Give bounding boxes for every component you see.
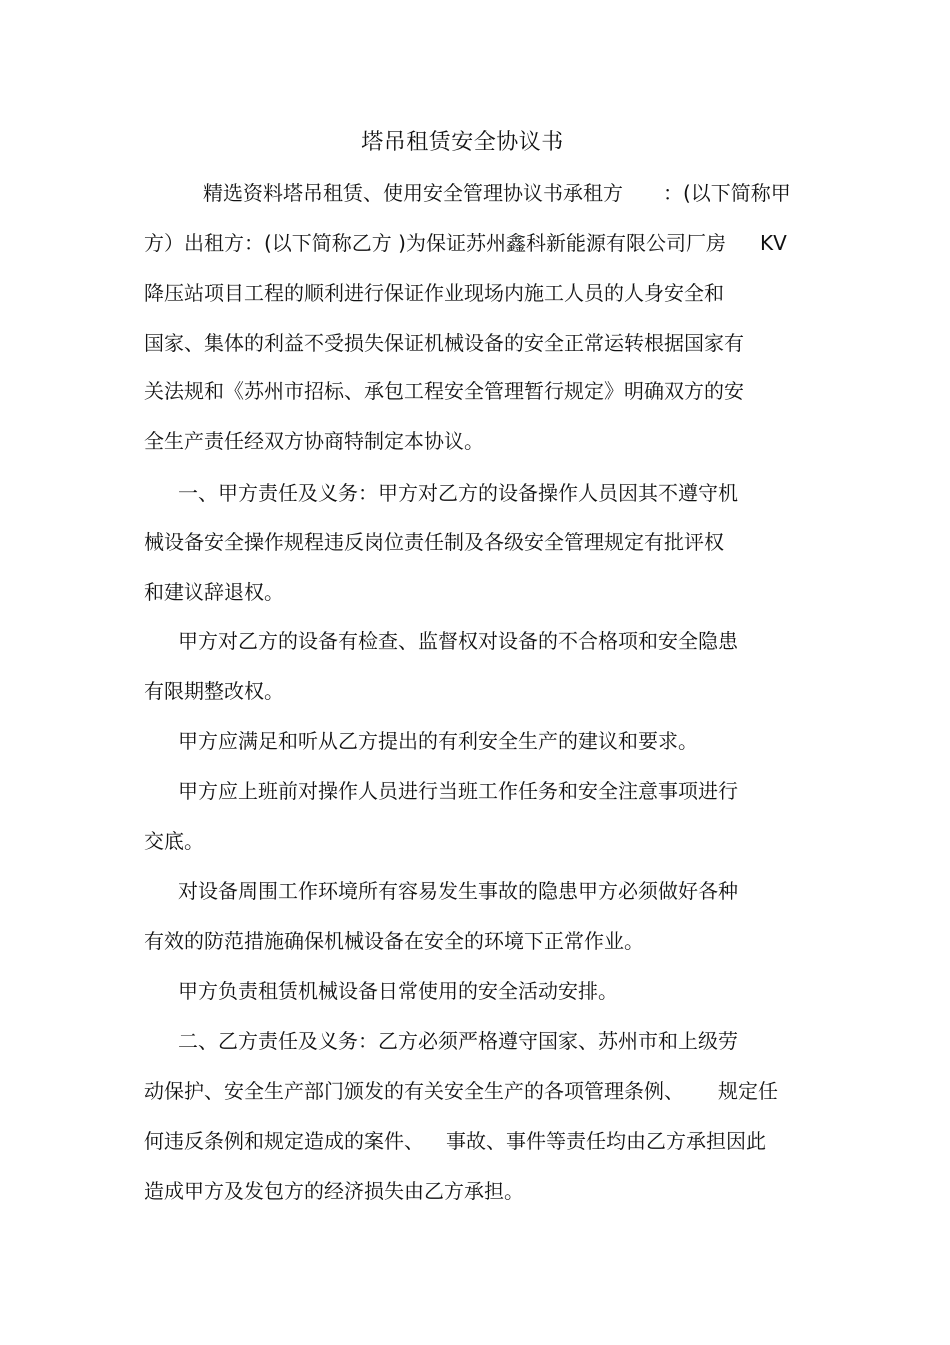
document-title: 塔吊租赁安全协议书 [361,130,564,155]
text-segment: 何违反条例和规定造成的案件、 [144,1129,424,1153]
paragraph-line: 械设备安全操作规程违反岗位责任制及各级安全管理规定有批评权 [144,530,724,554]
paragraph-line: 甲方负责租赁机械设备日常使用的安全活动安排。 [178,979,618,1003]
paragraph-line: 降压站项目工程的顺利进行保证作业现场内施工人员的人身安全和 [144,281,724,305]
paragraph-line: 甲方应上班前对操作人员进行当班工作任务和安全注意事项进行 [178,779,738,803]
paragraph-line: 和建议辞退权。 [144,580,284,604]
text-segment: KV [759,231,787,255]
text-segment: 精选资料塔吊租赁、使用安全管理协议书承租方 [203,181,623,205]
text-segment: 方）出租方：(以下简称乙方 )为保证苏州鑫科新能源有限公司厂房 [144,231,726,255]
paragraph-line [144,1126,766,1156]
paragraph-line: 国家、集体的利益不受损失保证机械设备的安全正常运转根据国家有 [144,331,744,355]
paragraph-line [144,228,787,258]
paragraph-line: 甲方应满足和听从乙方提出的有利安全生产的建议和要求。 [178,729,698,753]
text-segment: 事故、事件等责任均由乙方承担因此 [446,1129,766,1153]
paragraph-line: 交底。 [144,829,204,853]
paragraph-line: 甲方对乙方的设备有检查、监督权对设备的不合格项和安全隐患 [178,629,738,653]
paragraph-line [144,1076,778,1106]
paragraph-line: 有限期整改权。 [144,679,284,703]
paragraph-line: 一、甲方责任及义务：甲方对乙方的设备操作人员因其不遵守机 [178,481,738,505]
paragraph-line: 造成甲方及发包方的经济损失由乙方承担。 [144,1179,524,1203]
paragraph-line: 二、乙方责任及义务：乙方必须严格遵守国家、苏州市和上级劳 [178,1029,738,1053]
paragraph-line [203,178,791,208]
text-segment: 动保护、安全生产部门颁发的有关安全生产的各项管理条例、 [144,1079,684,1103]
text-segment: ：(以下简称甲 [663,181,791,205]
text-segment: 规定任 [718,1079,778,1103]
paragraph-line: 关法规和《苏州市招标、承包工程安全管理暂行规定》明确双方的安 [144,379,744,403]
paragraph-line: 全生产责任经双方协商特制定本协议。 [144,429,484,453]
paragraph-line: 有效的防范措施确保机械设备在安全的环境下正常作业。 [144,929,644,953]
paragraph-line: 对设备周围工作环境所有容易发生事故的隐患甲方必须做好各种 [178,879,738,903]
